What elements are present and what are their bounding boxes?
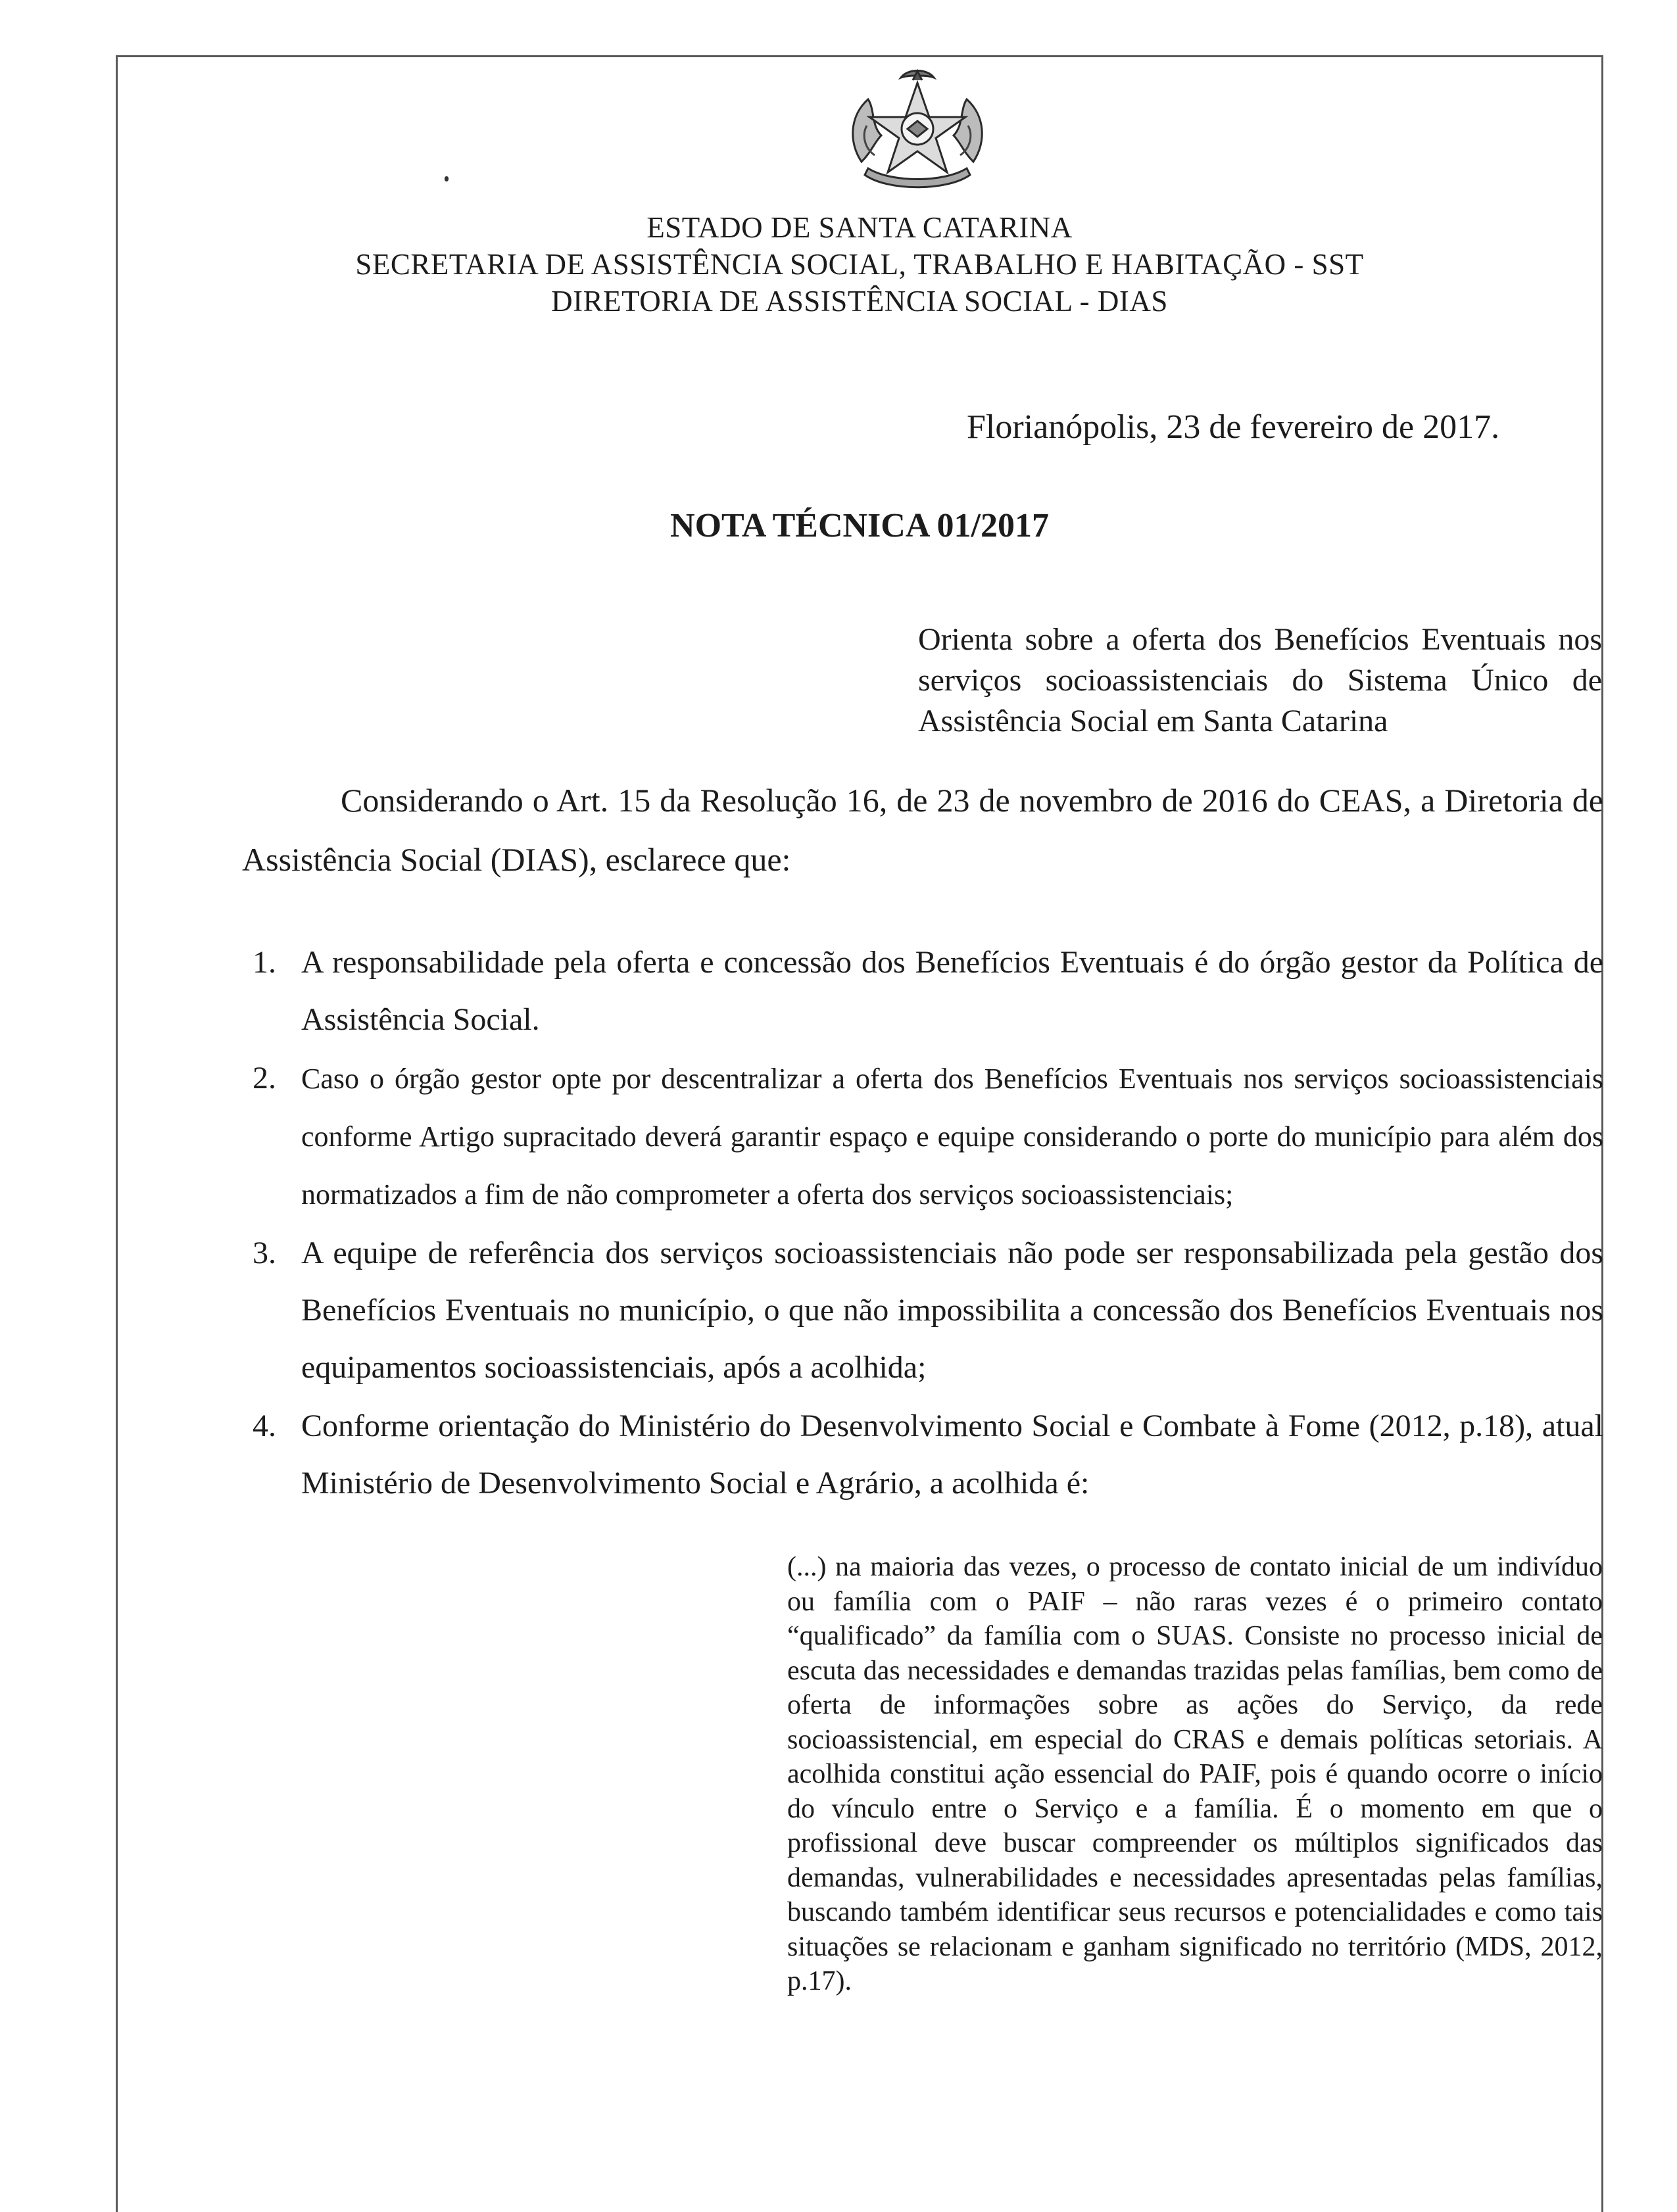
scan-artifact	[445, 176, 449, 181]
numbered-list	[242, 934, 1603, 1513]
state-coat-of-arms-icon	[835, 63, 1000, 201]
document-summary: Orienta sobre a oferta dos Benefícios Eventuais nos serviços socioassistenciais do Sistema Único de Assistência Social em Santa Catarina	[918, 622, 1602, 738]
list-item-text: Caso o órgão gestor opte por descentralizar a oferta dos Benefícios Eventuais nos serviços socioassistenciais conforme Artigo supracitado deverá garantir espaço e equipe considerando o porte do município para além dos normatizados a fim de não comprometer a oferta dos serviços socioassistenciais;	[301, 1063, 1603, 1211]
document-title: NOTA TÉCNICA 01/2017	[670, 507, 1049, 544]
list-item	[242, 1049, 1603, 1223]
block-quote: (...) na maioria das vezes, o processo de contato inicial de um indivíduo ou família com o PAIF – não raras vezes é o primeiro contato “qualificado” da família com o SUAS. Consiste no processo inicial de escuta das necessidades e demandas trazidas pelas famílias, bem como de oferta de informações sobre as ações do Serviço, da rede socioassistencial, em especial do CRAS e demais políticas setoriais. A acolhida constitui ação essencial do PAIF, pois é quando ocorre o início do vínculo entre o Serviço e a família. É o momento em que o profissional deve buscar compreender os múltiplos significados das demandas, vulnerabilidades e necessidades apresentadas pelas famílias, buscando também identificar seus recursos e potencialidades e como tais situações se relacionam e ganham significado no território (MDS, 2012, p.17).	[787, 1552, 1603, 1996]
list-item-number: 2.	[253, 1061, 276, 1095]
letterhead-state: ESTADO DE SANTA CATARINA	[646, 211, 1073, 244]
document-date: Florianópolis, 23 de fevereiro de 2017.	[967, 408, 1500, 446]
letterhead-directorate: DIRETORIA DE ASSISTÊNCIA SOCIAL - DIAS	[551, 285, 1168, 318]
list-item-text: Conforme orientação do Ministério do Desenvolvimento Social e Combate à Fome (2012, p.18), atual Ministério de Desenvolvimento Social e Agrário, a acolhida é:	[301, 1408, 1603, 1501]
list-item	[242, 1224, 1603, 1396]
list-item-text: A equipe de referência dos serviços socioassistenciais não pode ser responsabilizada pela gestão dos Benefícios Eventuais no município, o que não impossibilita a concessão dos Benefícios Eventuais nos equipamentos socioassistenciais, após a acolhida;	[301, 1236, 1603, 1385]
list-item-number: 1.	[253, 945, 276, 980]
list-item	[242, 1397, 1603, 1512]
letterhead-secretariat: SECRETARIA DE ASSISTÊNCIA SOCIAL, TRABALHO E HABITAÇÃO - SST	[355, 248, 1364, 281]
letterhead	[116, 209, 1603, 320]
list-item-text: A responsabilidade pela oferta e concessão dos Benefícios Eventuais é do órgão gestor da Política de Assistência Social.	[301, 945, 1603, 1037]
intro-paragraph: Considerando o Art. 15 da Resolução 16, de 23 de novembro de 2016 do CEAS, a Diretoria de Assistência Social (DIAS), esclarece que:	[242, 782, 1603, 878]
list-item	[242, 934, 1603, 1048]
list-item-number: 3.	[253, 1236, 276, 1270]
list-item-number: 4.	[253, 1408, 276, 1443]
